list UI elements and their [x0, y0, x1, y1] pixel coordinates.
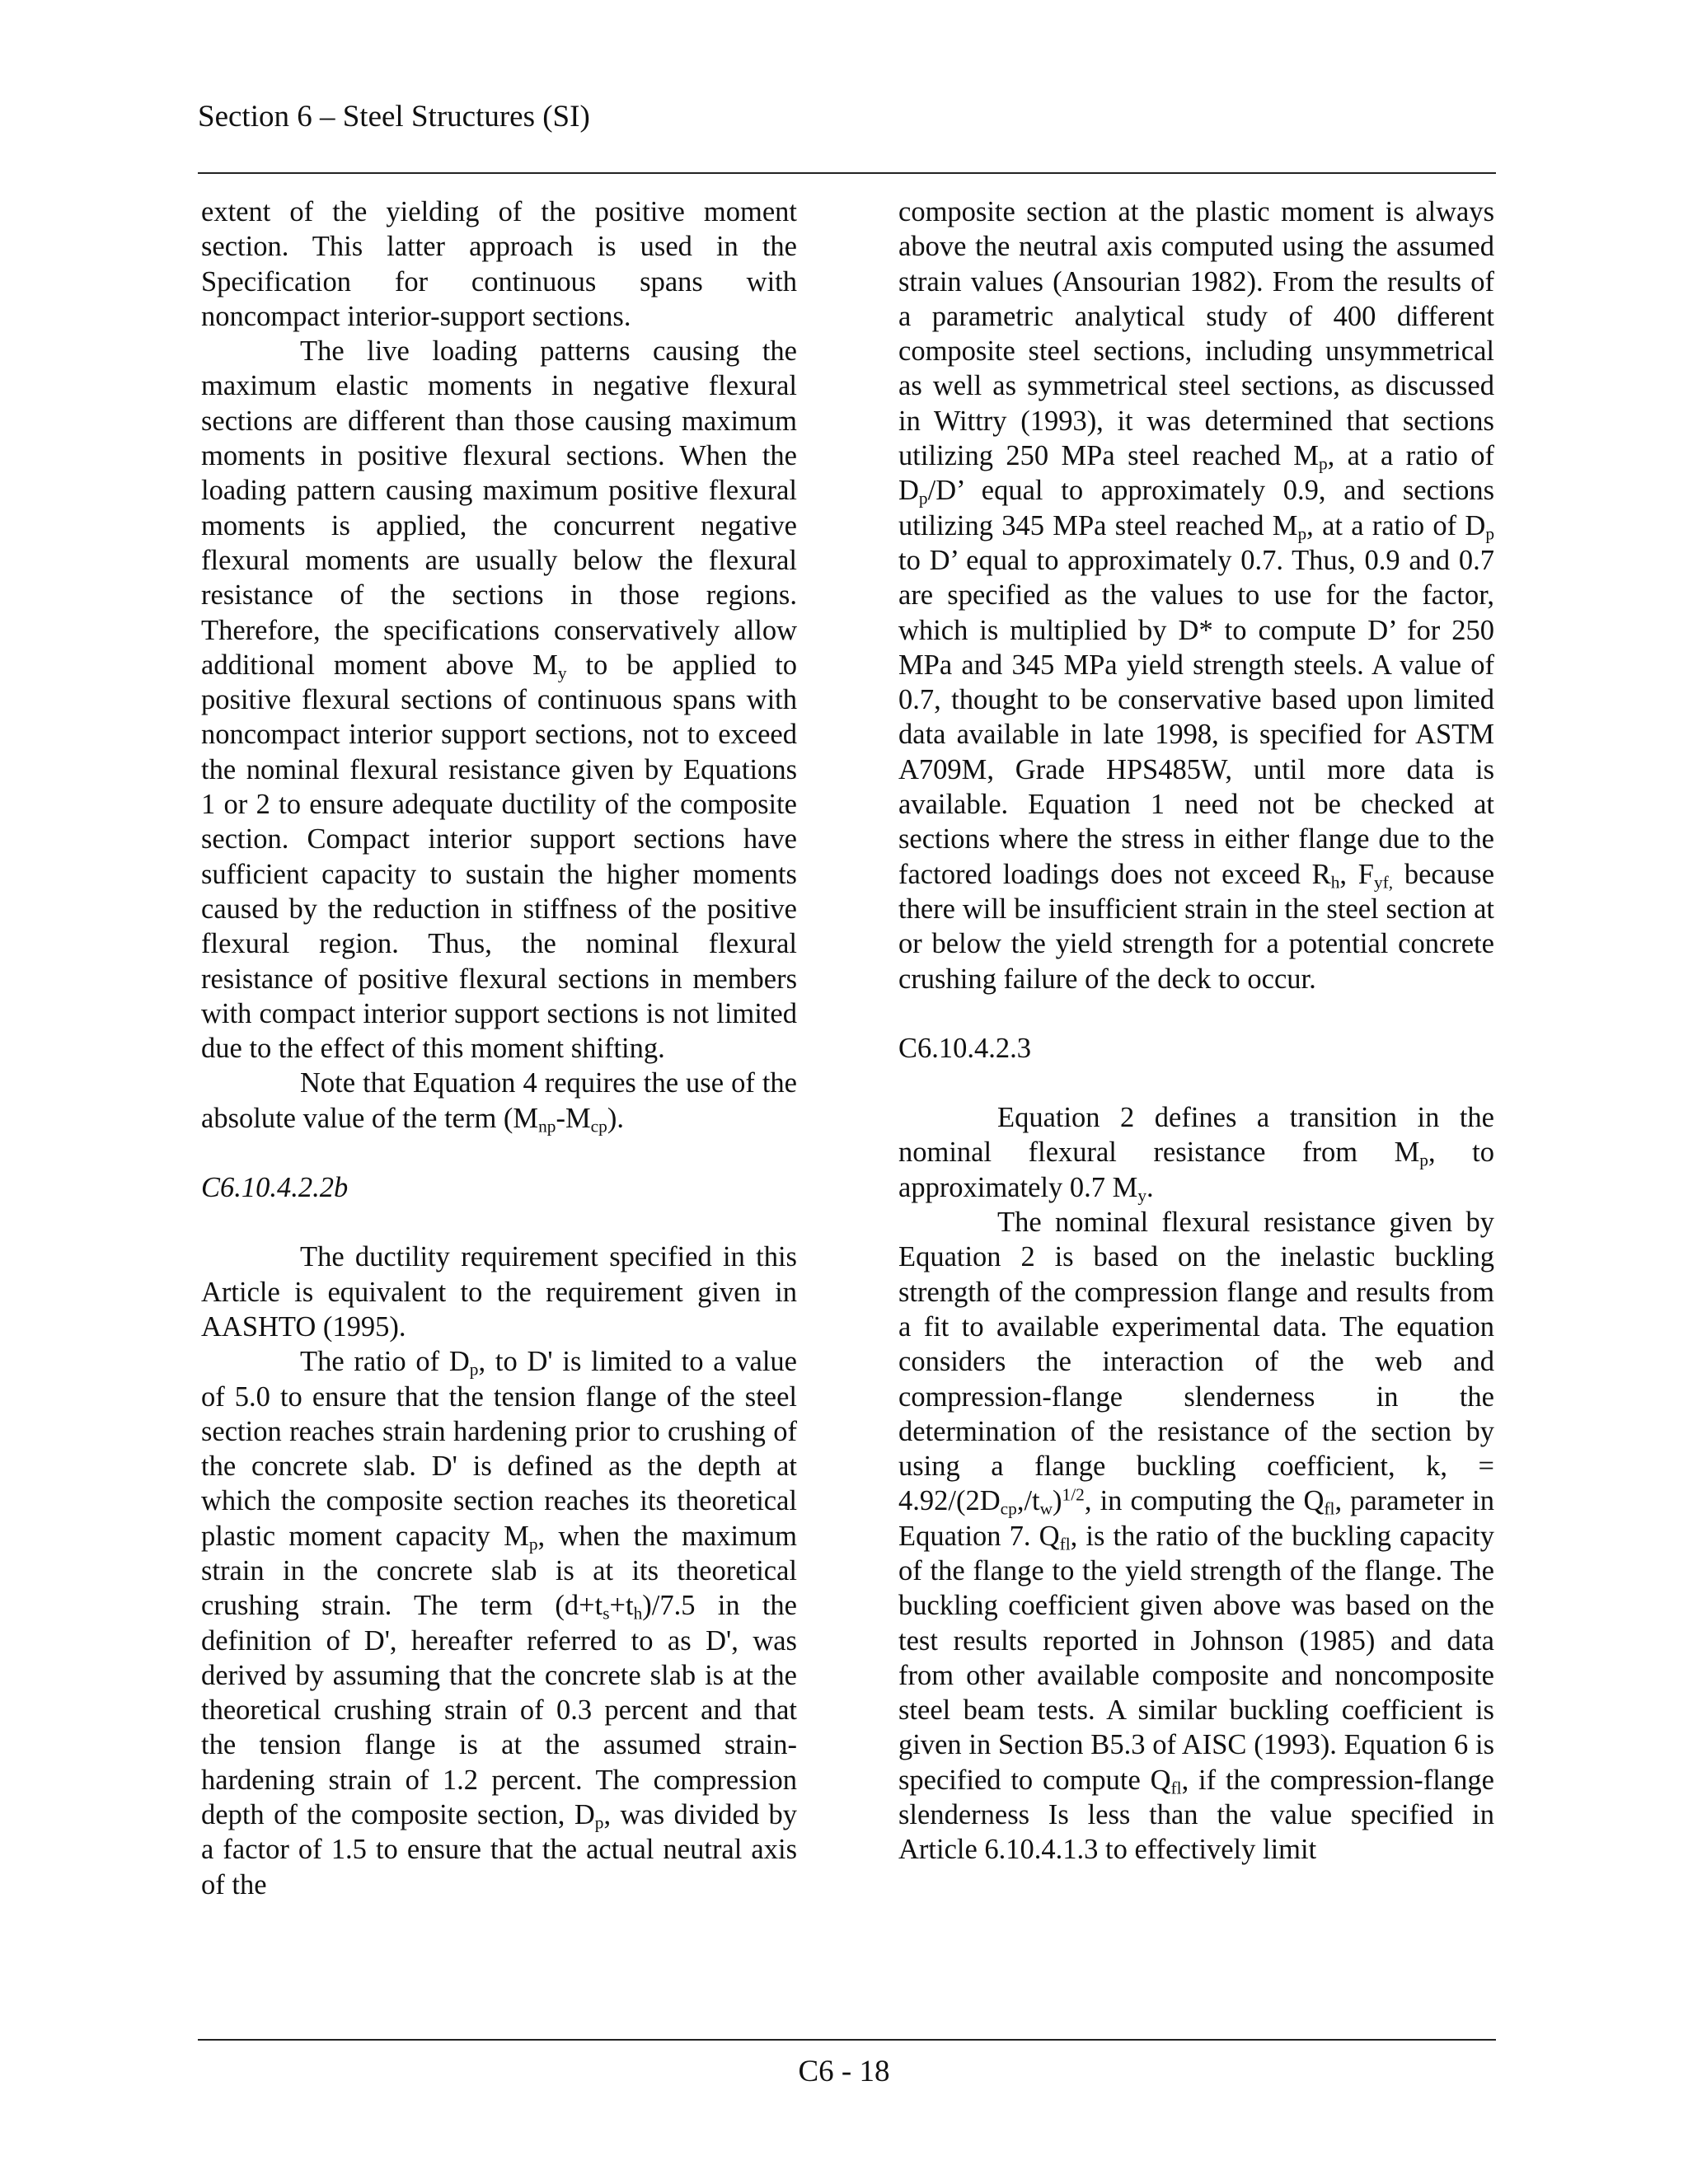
section-heading-c6-10-4-2-2b: C6.10.4.2.2b — [201, 1172, 349, 1204]
left-paragraph-3: Note that Equation 4 requires the use of the absolute value of the term $(M_{np}-M_{cp})$. — [201, 1067, 797, 1137]
section-heading-c6-10-4-2-3: C6.10.4.2.3 — [898, 1032, 1032, 1064]
left-column — [201, 194, 797, 1902]
right-paragraph-3: The nominal flexural resistance given by Equation 2 is based on the inelastic buckling strength of the compression flange and results from a fit to available experimental data. The equation considers the interaction of the web and compression-flange slenderness in the determination of the resistance of the section by using a flange buckling coefficient, k, = $4.92/(2D_{cp},/t_w)^{1/2}$, in computing the $Q_{fl}$, parameter in Equation 7. $Q_{fl}$, is the ratio of the buckling capacity of the flange to the yield strength of the flange. The buckling coefficient given above was based on the test results reported in Johnson (1985) and data from other available composite and noncomposite steel beam tests. A similar buckling coefficient is given in Section B5.3 of AISC (1993). Equation 6 is specified to compute $Q_{fl}$, if the compression-flange slenderness Is less than the value specified in Article 6.10.4.1.3 to effectively limit — [898, 1207, 1495, 1866]
right-paragraph-1: composite section at the plastic moment is always above the neutral axis computed using the assumed strain values (Ansourian 1982). From the results of a parametric analytical study of 400 different composite steel sections, including unsymmetrical as well as symmetrical steel sections, as discussed in Wittry (1993), it was determined that sections utilizing 250 MPa steel reached $M_p$, at a ratio of $D_p/D$’ equal to approximately 0.9, and sections utilizing 345 MPa steel reached $M_p$, at a ratio of $D_p$ to D’ equal to approximately 0.7. Thus, 0.9 and 0.7 are specified as the values to use for the factor, which is multiplied by D* to compute D’ for 250 MPa and 345 MPa yield strength steels. A value of 0.7, thought to be conservative based upon limited data available in late 1998, is specified for ASTM A709M, Grade HPS485W, until more data is available. Equation 1 need not be checked at sections where the stress in either flange due to the factored loadings does not exceed $R_h$, $F_{yf,}$ because there will be insufficient strain in the steel section at or below the yield strength for a potential concrete crushing failure of the deck to occur. — [898, 196, 1495, 995]
right-paragraph-2: Equation 2 defines a transition in the nominal flexural resistance from $M_p$, to approximately 0.7 $M_y$. — [898, 1102, 1494, 1206]
page-header: Section 6 – Steel Structures (SI) — [198, 100, 590, 134]
page-number: C6 - 18 — [798, 2055, 890, 2088]
left-paragraph-2: The live loading patterns causing the maximum elastic moments in negative flexural sections are different than those causing maximum moments in positive flexural sections. When the loading pattern causing maximum positive flexural moments is applied, the concurrent negative flexural moments are usually below the flexural resistance of the sections in those regions. Therefore, the specifications conservatively allow additional moment above $M_y$ to be applied to positive flexural sections of continuous spans with noncompact interior support sections, not to exceed the nominal flexural resistance given by Equations 1 or 2 to ensure adequate ductility of the composite section. Compact interior support sections have sufficient capacity to sustain the higher moments caused by the reduction in stiffness of the positive flexural region. Thus, the nominal flexural resistance of positive flexural sections in members with compact interior support sections is not limited due to the effect of this moment shifting. — [201, 335, 798, 1065]
left-paragraph-1: extent of the yielding of the positive moment section. This latter approach is used in the Specification for continuous spans with noncompact interior-support sections. — [201, 196, 797, 332]
left-paragraph-5: The ratio of $D_p$, to D' is limited to a value of 5.0 to ensure that the tension flange of the steel section reaches strain hardening prior to crushing of the concrete slab. D' is defined as the depth at which the composite section reaches its theoretical plastic moment capacity $M_p$, when the maximum strain in the concrete slab is at its theoretical crushing strain. The term $(d+t_s+t_h)/7.5$ in the definition of D', hereafter referred to as D', was derived by assuming that the concrete slab is at the theoretical crushing strain of 0.3 percent and that the tension flange is at the assumed strain-hardening strain of 1.2 percent. The compression depth of the composite section, $D_p$, was divided by a factor of 1.5 to ensure that the actual neutral axis of the — [201, 1346, 798, 1900]
footer-rule — [198, 2039, 1496, 2041]
right-column — [898, 194, 1494, 1868]
left-paragraph-4: The ductility requirement specified in this Article is equivalent to the requirement given in AASHTO (1995). — [201, 1241, 797, 1343]
header-rule — [198, 172, 1496, 174]
